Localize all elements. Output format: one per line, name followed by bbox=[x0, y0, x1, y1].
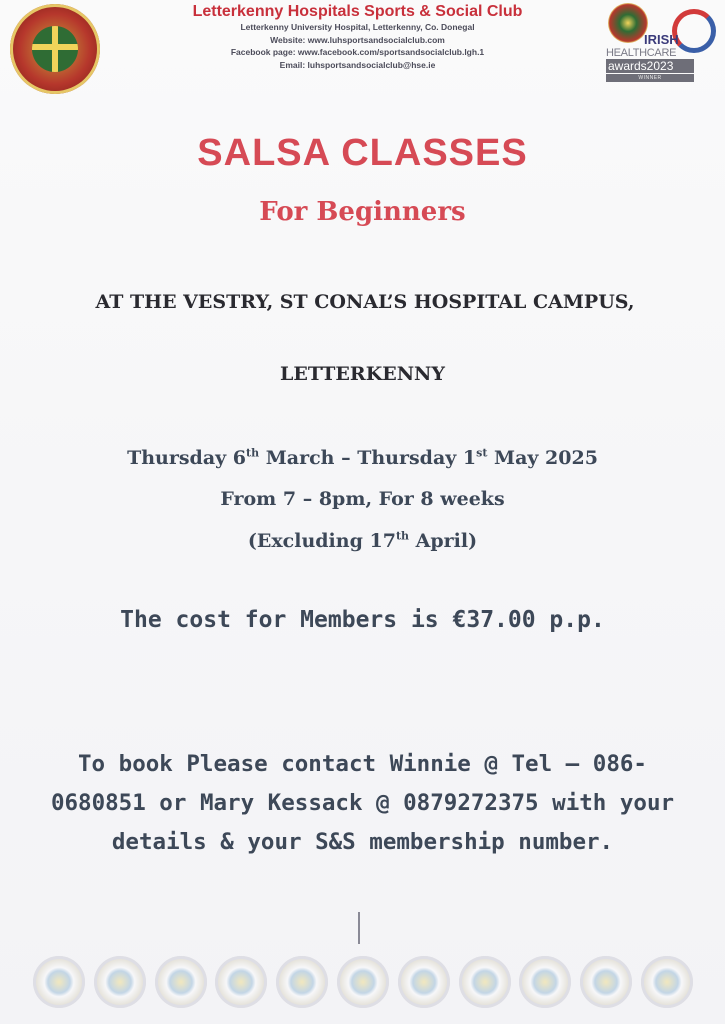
crest-center bbox=[32, 26, 78, 72]
club-name: Letterkenny Hospitals Sports & Social Club bbox=[192, 3, 523, 20]
club-facebook: Facebook page: www.facebook.com/sportsandsocialclub.lgh.1 bbox=[230, 47, 485, 57]
award-irish-text: IRISH bbox=[644, 32, 679, 47]
club-header bbox=[110, 2, 605, 71]
award-healthcare-text: HEALTHCARE bbox=[606, 47, 677, 59]
footer-logo-strip bbox=[33, 956, 693, 1018]
exclusion-suffix: April) bbox=[409, 530, 478, 552]
dates-end: May 2025 bbox=[487, 447, 598, 469]
event-cost: The cost for Members is €37.00 p.p. bbox=[120, 607, 605, 633]
club-email: Email: luhsportsandsocialclub@hse.ie bbox=[279, 59, 436, 70]
club-crest-icon bbox=[276, 956, 328, 1008]
club-address: Letterkenny University Hospital, Letterkenny, Co. Donegal bbox=[240, 22, 475, 32]
club-crest-icon bbox=[155, 956, 207, 1008]
dates-start: Thursday 6 bbox=[127, 447, 247, 469]
event-title: SALSA CLASSES bbox=[197, 132, 528, 174]
club-crest-icon bbox=[94, 956, 146, 1008]
healthcare-awards-icon bbox=[604, 3, 720, 88]
event-exclusion bbox=[0, 527, 725, 555]
club-crest-icon bbox=[398, 956, 450, 1008]
event-subtitle: For Beginners bbox=[259, 197, 466, 227]
club-crest-icon bbox=[33, 956, 85, 1008]
award-winner-text: WINNER bbox=[606, 74, 694, 82]
club-crest-icon bbox=[459, 956, 511, 1008]
dates-start-suffix: th bbox=[246, 446, 260, 460]
event-dates bbox=[0, 444, 725, 472]
booking-contact: To book Please contact Winnie @ Tel – 086-0680851 or Mary Kessack @ 0879272375 with your details & your S&S membership number. bbox=[50, 751, 675, 855]
dates-end-suffix: st bbox=[476, 446, 488, 460]
exclusion-prefix: (Excluding 17 bbox=[247, 530, 396, 552]
event-venue-town: LETTERKENNY bbox=[279, 363, 445, 385]
dates-middle: March – Thursday 1 bbox=[259, 447, 477, 469]
event-venue: AT THE VESTRY, ST CONAL’S HOSPITAL CAMPUS, bbox=[95, 291, 635, 313]
event-time: From 7 – 8pm, For 8 weeks bbox=[220, 488, 505, 510]
club-website: Website: www.luhsportsandsocialclub.com bbox=[270, 34, 445, 45]
club-crest-icon bbox=[10, 4, 100, 94]
award-year-text: awards2023 bbox=[606, 59, 694, 73]
club-crest-icon bbox=[337, 956, 389, 1008]
club-crest-icon bbox=[580, 956, 632, 1008]
text-cursor bbox=[358, 912, 360, 944]
award-crest-icon bbox=[608, 3, 648, 43]
club-crest-icon bbox=[641, 956, 693, 1008]
exclusion-suffix-sup: th bbox=[395, 529, 410, 543]
club-crest-icon bbox=[519, 956, 571, 1008]
club-crest-icon bbox=[215, 956, 267, 1008]
